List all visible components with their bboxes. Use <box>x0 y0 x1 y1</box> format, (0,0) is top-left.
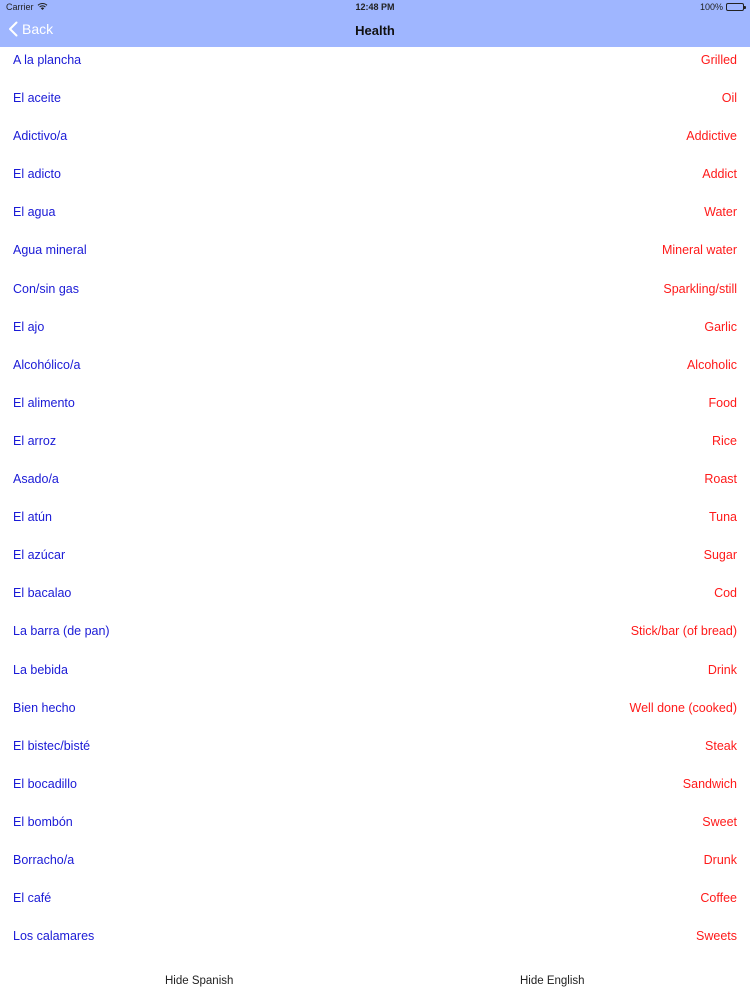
spanish-term: Alcohólico/a <box>13 357 81 372</box>
list-item[interactable] <box>0 917 750 955</box>
english-translation: Water <box>704 205 737 220</box>
spanish-term: Agua mineral <box>13 243 87 258</box>
english-translation: Sugar <box>703 548 737 563</box>
english-translation: Drunk <box>703 852 737 867</box>
spanish-term: Adictivo/a <box>13 129 68 144</box>
hide-spanish-button[interactable]: Hide Spanish <box>165 975 234 987</box>
spanish-term: Bien hecho <box>13 700 76 715</box>
list-item[interactable] <box>0 536 750 574</box>
english-translation: Roast <box>704 472 737 487</box>
page-title: Health <box>355 23 395 38</box>
spanish-term: El agua <box>13 205 56 220</box>
back-label: Back <box>22 21 54 37</box>
list-item[interactable] <box>0 193 750 231</box>
battery-indicator <box>700 2 744 12</box>
list-item[interactable] <box>0 689 750 727</box>
spanish-term: Los calamares <box>13 929 95 944</box>
english-translation: Garlic <box>704 319 737 334</box>
battery-icon <box>726 3 744 11</box>
english-translation: Alcoholic <box>686 357 737 372</box>
spanish-term: A la plancha <box>13 53 82 67</box>
list-item[interactable] <box>0 308 750 346</box>
spanish-term: El azúcar <box>13 548 66 563</box>
list-item[interactable] <box>0 460 750 498</box>
english-translation: Tuna <box>708 510 737 525</box>
english-translation: Cod <box>714 586 737 601</box>
spanish-term: El bacalao <box>13 586 72 601</box>
spanish-term: El arroz <box>13 433 57 448</box>
spanish-term: El adicto <box>13 167 61 182</box>
bottom-toolbar <box>0 966 750 1000</box>
spanish-term: Con/sin gas <box>13 281 80 296</box>
english-translation: Stick/bar (of bread) <box>630 624 737 639</box>
spanish-term: El aceite <box>13 91 61 106</box>
spanish-term: La barra (de pan) <box>13 624 110 639</box>
list-item[interactable] <box>0 117 750 155</box>
english-translation: Mineral water <box>661 243 737 258</box>
list-item[interactable] <box>0 79 750 117</box>
carrier-label: Carrier <box>6 2 34 12</box>
english-translation: Coffee <box>700 891 737 906</box>
list-item[interactable] <box>0 422 750 460</box>
list-item[interactable] <box>0 498 750 536</box>
spanish-term: El ajo <box>13 319 45 334</box>
clock: 12:48 PM <box>355 2 395 12</box>
english-translation: Oil <box>721 91 737 106</box>
top-bar <box>0 0 750 47</box>
list-item[interactable] <box>0 384 750 422</box>
english-translation: Steak <box>705 738 737 753</box>
list-item[interactable] <box>0 841 750 879</box>
list-item[interactable] <box>0 270 750 308</box>
spanish-term: El alimento <box>13 395 75 410</box>
battery-percent: 100% <box>699 2 723 12</box>
list-item[interactable] <box>0 574 750 612</box>
spanish-term: El bocadillo <box>13 776 77 791</box>
list-item[interactable] <box>0 651 750 689</box>
english-translation: Drink <box>707 662 737 677</box>
english-translation: Rice <box>711 433 737 448</box>
list-item[interactable] <box>0 41 750 79</box>
list-item[interactable] <box>0 346 750 384</box>
vocabulary-list <box>0 41 750 955</box>
list-item[interactable] <box>0 803 750 841</box>
spanish-term: La bebida <box>13 662 68 677</box>
list-item[interactable] <box>0 612 750 650</box>
english-translation: Well done (cooked) <box>629 700 737 715</box>
spanish-term: El bistec/bisté <box>13 738 91 753</box>
english-translation: Sandwich <box>682 776 737 791</box>
status-bar <box>0 0 750 15</box>
english-translation: Addictive <box>686 129 737 144</box>
spanish-term: Borracho/a <box>13 852 75 867</box>
list-item[interactable] <box>0 231 750 269</box>
english-translation: Sweets <box>696 929 737 944</box>
english-translation: Sparkling/still <box>663 281 737 296</box>
list-item[interactable] <box>0 727 750 765</box>
english-translation: Grilled <box>700 53 737 67</box>
english-translation: Food <box>708 395 737 410</box>
english-translation: Addict <box>702 167 737 182</box>
hide-english-button[interactable]: Hide English <box>520 975 585 987</box>
list-item[interactable] <box>0 879 750 917</box>
spanish-term: El atún <box>13 510 52 525</box>
spanish-term: El café <box>13 891 52 906</box>
list-item[interactable] <box>0 765 750 803</box>
spanish-term: Asado/a <box>13 472 59 487</box>
list-item[interactable] <box>0 155 750 193</box>
english-translation: Sweet <box>702 814 737 829</box>
spanish-term: El bombón <box>13 814 73 829</box>
